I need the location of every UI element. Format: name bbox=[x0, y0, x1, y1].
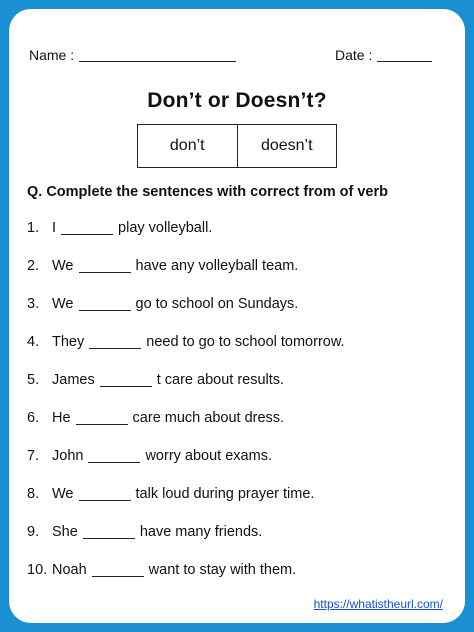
date-blank-line[interactable] bbox=[377, 61, 432, 62]
sentence-number: 4. bbox=[27, 334, 40, 350]
worksheet bbox=[9, 9, 465, 623]
sentence-rest: t care about results. bbox=[156, 372, 285, 388]
sentence-number: 10. bbox=[27, 562, 48, 578]
answer-blank[interactable] bbox=[92, 575, 144, 577]
answer-blank[interactable] bbox=[61, 233, 113, 235]
sentence-subject: They bbox=[52, 334, 85, 350]
word-option-doesnt: doesn’t bbox=[237, 125, 337, 167]
answer-blank[interactable] bbox=[79, 499, 131, 501]
answer-blank[interactable] bbox=[89, 347, 141, 349]
sentence-subject: We bbox=[52, 486, 74, 502]
sentence-rest: have many friends. bbox=[139, 524, 263, 540]
sentence-rest: have any volleyball team. bbox=[135, 258, 299, 274]
sentence-number: 7. bbox=[27, 448, 40, 464]
sentence-number: 8. bbox=[27, 486, 40, 502]
answer-blank[interactable] bbox=[76, 423, 128, 425]
sentence-item bbox=[27, 562, 345, 600]
sentence-rest: talk loud during prayer time. bbox=[135, 486, 315, 502]
sentence-number: 5. bbox=[27, 372, 40, 388]
sentence-subject: I bbox=[52, 220, 57, 236]
sentence-item bbox=[27, 296, 345, 334]
answer-blank[interactable] bbox=[79, 309, 131, 311]
sentence-rest: care much about dress. bbox=[132, 410, 285, 426]
sentence-rest: need to go to school tomorrow. bbox=[146, 334, 345, 350]
sentence-item bbox=[27, 258, 345, 296]
sentence-subject: We bbox=[52, 258, 74, 274]
answer-blank[interactable] bbox=[88, 461, 140, 463]
sentence-subject: He bbox=[52, 410, 71, 426]
sentence-rest: worry about exams. bbox=[145, 448, 272, 464]
sentence-item bbox=[27, 448, 345, 486]
sentence-number: 3. bbox=[27, 296, 40, 312]
word-option-dont: don’t bbox=[169, 137, 205, 154]
worksheet-title: Don’t or Doesn’t? bbox=[147, 89, 327, 112]
sentence-item bbox=[27, 334, 345, 372]
sentence-rest: want to stay with them. bbox=[148, 562, 297, 578]
sentence-subject: John bbox=[52, 448, 84, 464]
sentence-number: 2. bbox=[27, 258, 40, 274]
sentence-subject: She bbox=[52, 524, 78, 540]
answer-blank[interactable] bbox=[79, 271, 131, 273]
sentence-item bbox=[27, 524, 345, 562]
answer-blank[interactable] bbox=[83, 537, 135, 539]
sentence-item bbox=[27, 372, 345, 410]
name-label: Name : bbox=[29, 47, 75, 63]
word-box bbox=[137, 124, 337, 168]
question-instruction: Q. Complete the sentences with correct from of verb bbox=[27, 184, 388, 200]
sentence-number: 1. bbox=[27, 220, 40, 236]
sentence-item bbox=[27, 486, 345, 524]
sentence-item bbox=[27, 410, 345, 448]
date-label: Date : bbox=[335, 47, 373, 63]
sentence-rest: play volleyball. bbox=[118, 220, 213, 236]
sentence-number: 6. bbox=[27, 410, 40, 426]
name-blank-line[interactable] bbox=[79, 61, 236, 62]
sentence-rest: go to school on Sundays. bbox=[135, 296, 299, 312]
sentence-subject: Noah bbox=[52, 562, 87, 578]
sentence-list bbox=[27, 220, 345, 600]
sentence-subject: We bbox=[52, 296, 74, 312]
sentence-number: 9. bbox=[27, 524, 40, 540]
sentence-item bbox=[27, 220, 345, 258]
answer-blank[interactable] bbox=[100, 385, 152, 387]
sentence-subject: James bbox=[52, 372, 95, 388]
source-url-link[interactable]: https://whatistheurl.com/ bbox=[313, 597, 443, 611]
